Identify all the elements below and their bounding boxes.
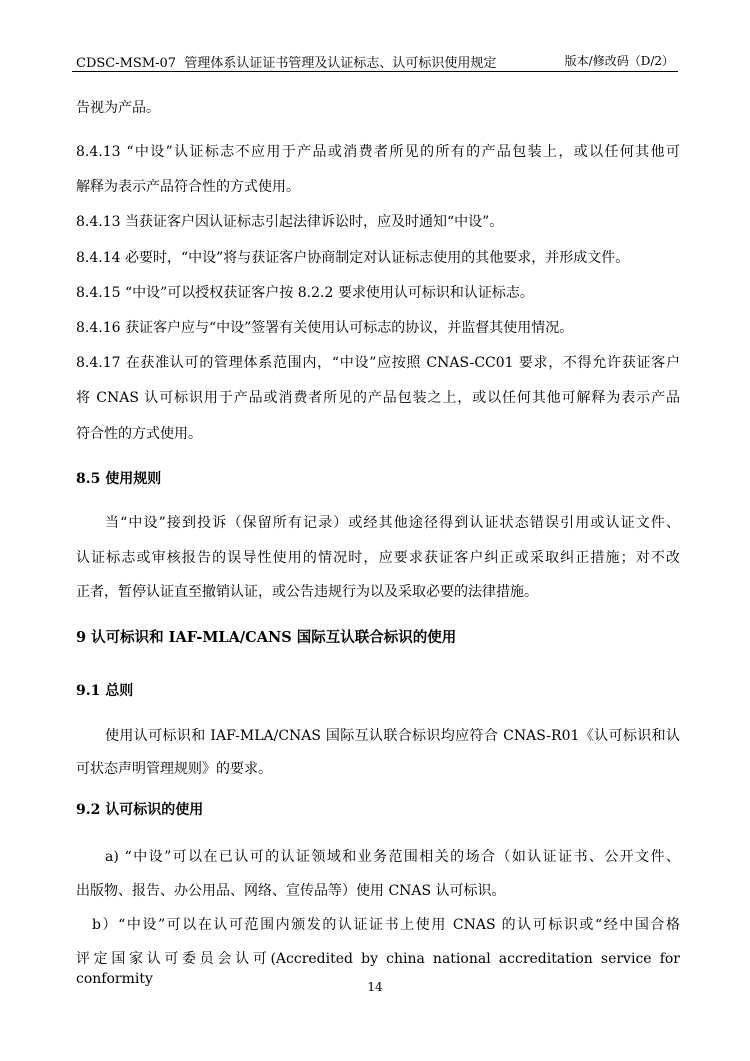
header-doc-id-title [76,52,496,71]
body-line: 将 CNAS 认可标识用于产品或消费者所见的产品包装之上，或以任何其他可解释为表示产品 [76,390,680,406]
body-line: a) “中设”可以在已认可的认证领域和业务范围相关的场合（如认证证书、公开文件、 [105,849,680,865]
body-line: 8.4.13 当获证客户因认证标志引起法律诉讼时，应及时通知“中设”。 [76,214,504,230]
header-doc-title: 管理体系认证证书管理及认证标志、认可标识使用规定 [184,56,497,71]
page-number: 14 [367,980,383,994]
header-doc-id: CDSC-MSM-07 [76,56,177,71]
body-line: 8.4.13 “中设”认证标志不应用于产品或消费者所见的所有的产品包装上，或以任何其他可 [76,144,680,160]
section-heading-9-1: 9.1 总则 [76,683,134,699]
header-version: 版本/修改码（D/2） [564,54,674,68]
body-line: 评定国家认可委员会认可(Accredited by china national accreditation service for conformity [76,951,680,987]
section-heading-8-5: 8.5 使用规则 [76,471,162,487]
body-line: 解释为表示产品符合性的方式使用。 [76,179,300,195]
body-line: 正者，暂停认证直至撤销认证，或公告违规行为以及采取必要的法律措施。 [76,584,538,600]
body-line: 当“中设”接到投诉（保留所有记录）或经其他途径得到认证状态错误引用或认证文件、 [105,515,680,531]
body-line: 出版物、报告、办公用品、网络、宣传品等）使用 CNAS 认可标识。 [76,883,506,899]
body-line: 可状态声明管理规则》的要求。 [76,761,272,777]
header-rule [72,71,678,72]
body-line: 8.4.17 在获准认可的管理体系范围内，“中设”应按照 CNAS-CC01 要求，不得允许获证客户 [76,355,680,371]
body-line: 8.4.14 必要时，“中设”将与获证客户协商制定对认证标志使用的其他要求，并形成文件。 [76,250,630,266]
body-line: 符合性的方式使用。 [76,426,202,442]
page-header [72,52,678,72]
section-heading-9: 9 认可标识和 IAF-MLA/CANS 国际互认联合标识的使用 [76,629,457,646]
body-line: 告视为产品。 [76,100,160,116]
body-line: 认证标志或审核报告的误导性使用的情况时，应要求获证客户纠正或采取纠正措施；对不改 [76,550,680,566]
body-line: 8.4.15 “中设”可以授权获证客户按 8.2.2 要求使用认可标识和认证标志。 [76,285,534,301]
body-line: 使用认可标识和 IAF-MLA/CNAS 国际互认联合标识均应符合 CNAS-R01《认可标识和认 [105,728,680,744]
body-line: 8.4.16 获证客户应与“中设”签署有关使用认可标志的协议，并监督其使用情况。 [76,320,574,336]
body-line: b）“中设”可以在认可范围内颁发的认证证书上使用 CNAS 的认可标识或“经中国合格 [92,917,680,933]
section-heading-9-2: 9.2 认可标识的使用 [76,802,204,818]
